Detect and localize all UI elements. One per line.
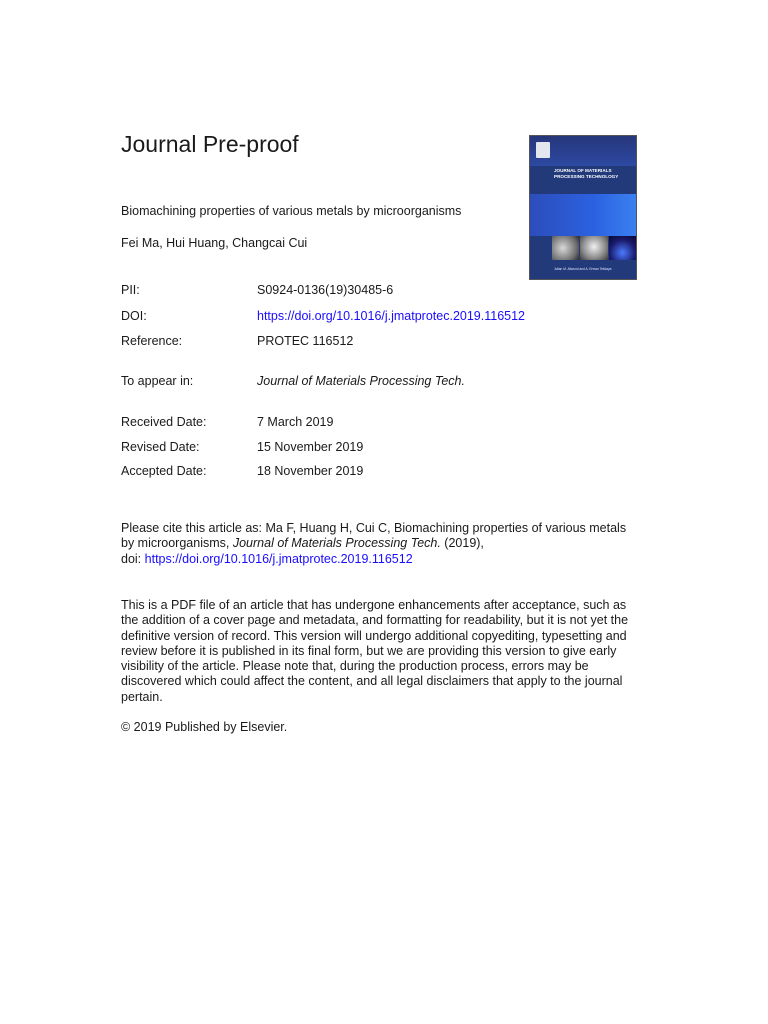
- citation-year: (2019),: [440, 536, 484, 551]
- doi-label: DOI:: [121, 309, 147, 323]
- article-authors: Fei Ma, Hui Huang, Changcai Cui: [121, 236, 308, 250]
- pii-label: PII:: [121, 283, 140, 297]
- received-date-label: Received Date:: [121, 415, 207, 429]
- cover-editors: Julian M. Allwood and A. Erman Tekkaya: [554, 267, 612, 271]
- pii-value: S0924-0136(19)30485-6: [257, 283, 394, 297]
- cover-journal-title: JOURNAL OF MATERIALS PROCESSING TECHNOLOGY: [554, 168, 619, 179]
- citation-doi-link[interactable]: https://doi.org/10.1016/j.jmatprotec.2019.116512: [144, 551, 413, 566]
- page-title: Journal Pre-proof: [121, 131, 299, 157]
- accepted-date-label: Accepted Date:: [121, 464, 207, 478]
- elsevier-logo-icon: [536, 142, 550, 158]
- journal-cover-image: [529, 135, 637, 280]
- cover-photo: [552, 236, 579, 260]
- accepted-date-value: 18 November 2019: [257, 464, 364, 478]
- revised-date-label: Revised Date:: [121, 440, 200, 454]
- article-title: Biomachining properties of various metals by microorganisms: [121, 204, 462, 218]
- doi-link[interactable]: https://doi.org/10.1016/j.jmatprotec.2019.116512: [257, 309, 526, 323]
- citation-text: Please cite this article as: Ma F, Huang H, Cui C, Biomachining properties of various metals by microorganisms,: [121, 521, 627, 551]
- revised-date-value: 15 November 2019: [257, 440, 364, 454]
- citation-doi-prefix: doi:: [121, 551, 145, 566]
- citation-paragraph: [121, 521, 641, 567]
- cover-photo: [580, 236, 607, 260]
- copyright-notice: © 2019 Published by Elsevier.: [121, 720, 288, 734]
- reference-label: Reference:: [121, 334, 183, 348]
- appear-value: Journal of Materials Processing Tech.: [257, 374, 465, 388]
- cover-photo: [609, 236, 636, 260]
- reference-value: PROTEC 116512: [257, 334, 354, 348]
- citation-journal: Journal of Materials Processing Tech.: [232, 536, 441, 551]
- received-date-value: 7 March 2019: [257, 415, 334, 429]
- cover-photos: [552, 236, 636, 260]
- appear-label: To appear in:: [121, 374, 194, 388]
- disclaimer-paragraph: This is a PDF file of an article that has undergone enhancements after acceptance, such as the addition of a cover page and metadata, and formatting for readability, but it is not yet the definitive version of record. This version will undergo additional copyediting, typesetting and review before it is published in its final form, but we are providing this version to give early visibility of the article. Please note that, during the production process, errors may be discovered which could affect the content, and all legal disclaimers that apply to the journal pertain.: [121, 598, 629, 704]
- cover-blue-band: [530, 194, 636, 236]
